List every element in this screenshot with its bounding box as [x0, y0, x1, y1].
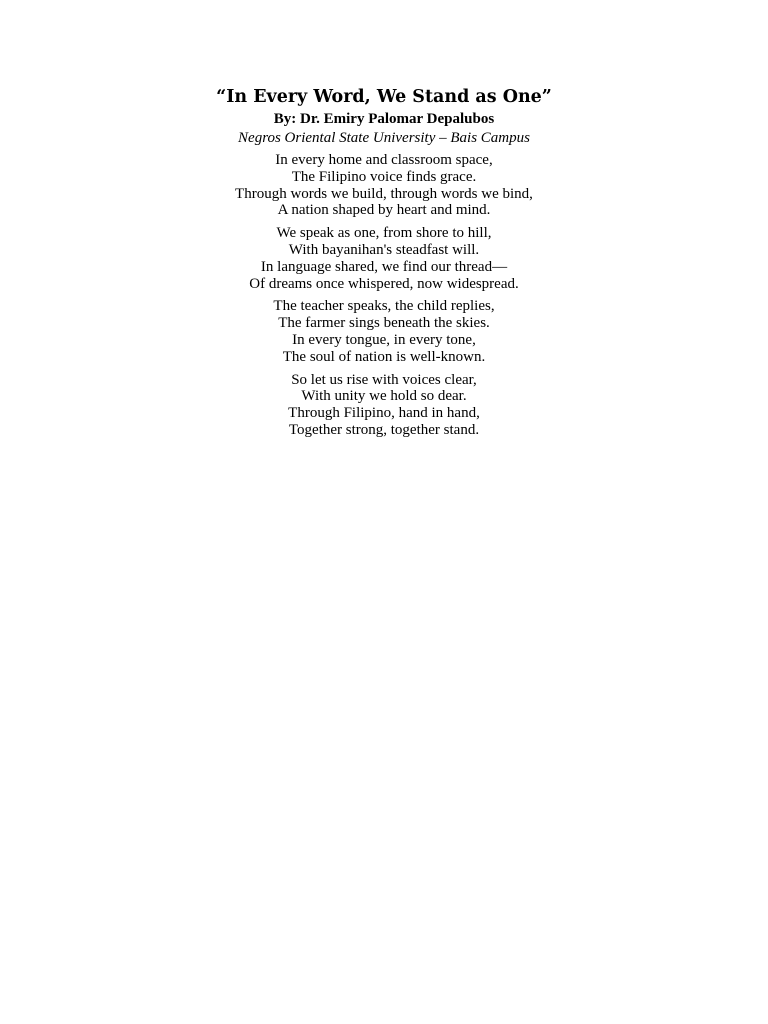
stanza-1: [0, 152, 768, 219]
poem-line: So let us rise with voices clear,: [291, 371, 477, 388]
poem-line: The soul of nation is well-known.: [282, 348, 486, 365]
poem-line: Through Filipino, hand in hand,: [288, 405, 480, 422]
poem-line: The farmer sings beneath the skies.: [278, 315, 490, 332]
stanza-3: [0, 298, 768, 365]
poem-author: By: Dr. Emiry Palomar Depalubos: [273, 111, 495, 127]
poem-line: In every home and classroom space,: [275, 152, 493, 168]
poem-line: We speak as one, from shore to hill,: [276, 225, 492, 242]
stanza-4: [0, 372, 768, 439]
poem: [0, 86, 768, 445]
poem-line: In every tongue, in every tone,: [292, 331, 476, 348]
poem-line: Together strong, together stand.: [288, 421, 480, 438]
poem-line: With bayanihan's steadfast will.: [288, 241, 480, 258]
poem-line: Of dreams once whispered, now widespread.: [249, 275, 519, 292]
poem-line: The Filipino voice finds grace.: [291, 168, 477, 185]
author-affiliation: Negros Oriental State University – Bais Campus: [238, 130, 530, 146]
poem-title: “In Every Word, We Stand as One”: [216, 87, 552, 107]
poem-line: With unity we hold so dear.: [301, 388, 467, 405]
poem-line: The teacher speaks, the child replies,: [273, 298, 495, 315]
poem-line: In language shared, we find our thread—: [260, 258, 508, 275]
poem-body: [0, 152, 768, 439]
poem-line: A nation shaped by heart and mind.: [277, 202, 491, 219]
stanza-2: [0, 225, 768, 292]
poem-line: Through words we build, through words we bind,: [235, 185, 533, 202]
